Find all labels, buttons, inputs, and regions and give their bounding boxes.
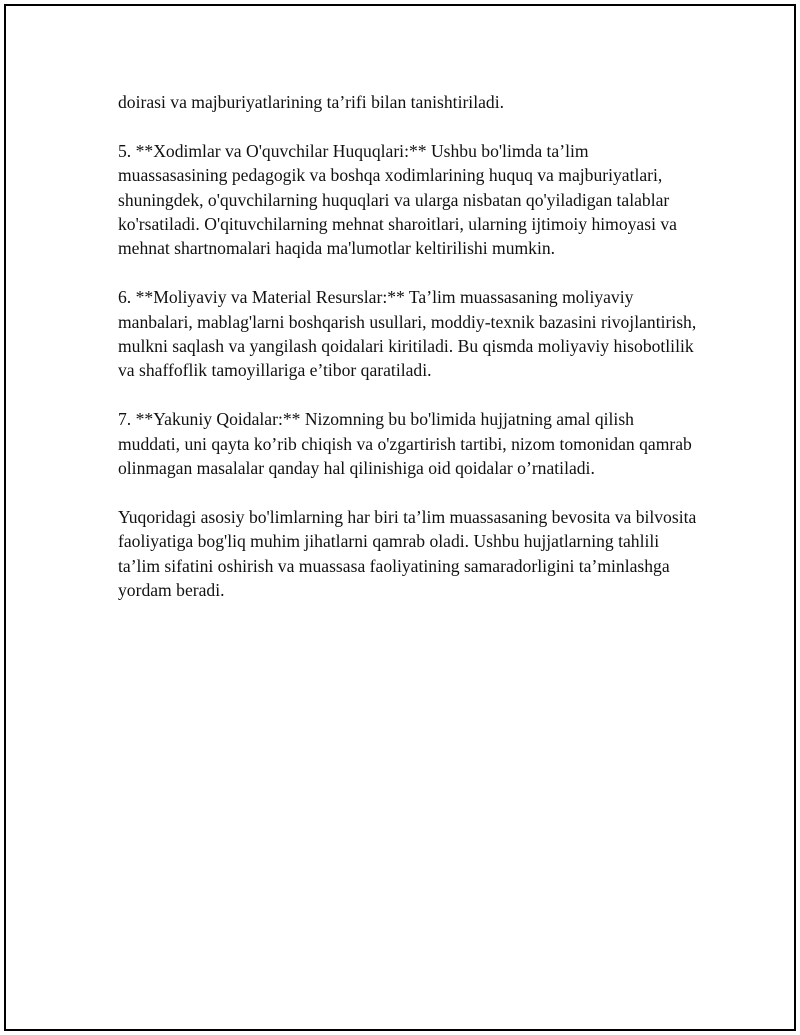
paragraph-section-7: 7. **Yakuniy Qoidalar:** Nizomning bu bo'limida hujjatning amal qilish muddati, uni qayta ko’rib chiqish va o'zgartirish tartibi, nizom tomonidan qamrab olinmagan masalalar qanday hal qilinishiga oid qoidalar o’rnatiladi. bbox=[118, 409, 692, 479]
paragraph-section-6: 6. **Moliyaviy va Material Resurslar:** Ta’lim muassasaning moliyaviy manbalari, mablag'larni boshqarish usullari, moddiy-texnik bazasini rivojlantirish, mulkni saqlash va yangilash qoidalari kiritiladi. Bu qismda moliyaviy hisobotlilik va shaffoflik tamoyillariga e’tibor qaratiladi. bbox=[118, 287, 697, 381]
paragraph-continuation: doirasi va majburiyatlarining ta’rifi bilan tanishtiriladi. bbox=[118, 92, 504, 112]
paragraph-section-5: 5. **Xodimlar va O'quvchilar Huquqlari:** Ushbu bo'limda ta’lim muassasasining pedagogik va boshqa xodimlarining huquq va majburiyatlari, shuningdek, o'quvchilarning huquqlari va ularga nisbatan qo'yiladigan talablar ko'rsatiladi. O'qituvchilarning mehnat sharoitlari, ularning ijtimoiy himoyasi va mehnat shartnomalari haqida ma'lumotlar keltirilishi mumkin. bbox=[118, 140, 677, 259]
paragraph-conclusion: Yuqoridagi asosiy bo'limlarning har biri ta’lim muassasaning bevosita va bilvosita faoliyatiga bog'liq muhim jihatlarni qamrab oladi. Ushbu hujjatlarning tahlili ta’lim sifatini oshirish va muassasa faoliyatining samaradorligini ta’minlashga yordam beradi. bbox=[118, 506, 697, 601]
document-body bbox=[118, 90, 698, 627]
